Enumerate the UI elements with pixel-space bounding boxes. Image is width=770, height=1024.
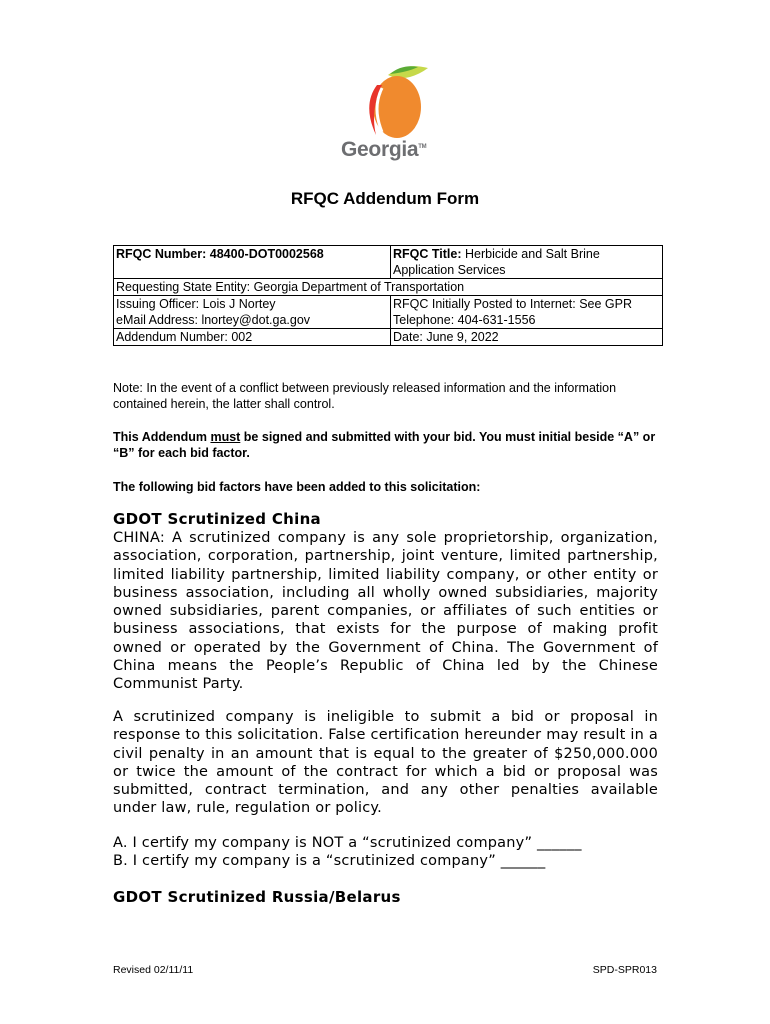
footer-form-code: SPD-SPR013 bbox=[592, 964, 657, 976]
rfqc-title-label: RFQC Title: bbox=[393, 247, 462, 261]
rfqc-number-value: 48400-DOT0002568 bbox=[209, 247, 324, 261]
addendum-number: Addendum Number: 002 bbox=[114, 329, 391, 346]
georgia-logo bbox=[341, 60, 450, 170]
instruction-part2: be signed and submitted with your bid. You must initial beside “A” or “B” for each bid factor. bbox=[113, 430, 656, 460]
email-address: eMail Address: lnortey@dot.ga.gov bbox=[114, 312, 391, 329]
rfqc-title-cell bbox=[391, 246, 663, 279]
rfqc-number-cell bbox=[114, 246, 391, 279]
instruction-part1: This Addendum bbox=[113, 430, 211, 444]
logo-wordmark: Georgia bbox=[341, 138, 419, 161]
certify-option-a[interactable]: A. I certify my company is NOT a “scrutinized company” ______ bbox=[113, 835, 582, 851]
signing-instruction bbox=[113, 429, 658, 461]
china-heading: GDOT Scrutinized China bbox=[113, 510, 321, 528]
instruction-must: must bbox=[210, 430, 241, 444]
conflict-note: Note: In the event of a conflict between previously released information and the information contained herein, the latter shall control. bbox=[113, 381, 617, 411]
china-definition: CHINA: A scrutinized company is any sole proprietorship, organization, association, corporation, partnership, joint venture, limited partnership, limited liability partnership, limited liability company, or other entity or business association, including all wholly owned subsidiaries, majority owned subsidiaries, parent companies, or affiliates of such entities or business associations, that exists for the purpose of making profit owned or operated by the Government of China. The Government of China means the People’s Republic of China led by the Chinese Communist Party. bbox=[113, 530, 658, 693]
rfqc-number-label: RFQC Number: bbox=[116, 247, 207, 261]
issuing-officer: Issuing Officer: Lois J Nortey bbox=[114, 296, 391, 313]
telephone: Telephone: 404-631-1556 bbox=[391, 312, 663, 329]
requesting-entity: Requesting State Entity: Georgia Department of Transportation bbox=[114, 279, 663, 296]
bid-factors-intro: The following bid factors have been added to this solicitation: bbox=[113, 480, 481, 494]
rfqc-info-table bbox=[113, 245, 663, 346]
russia-belarus-heading: GDOT Scrutinized Russia/Belarus bbox=[113, 888, 401, 906]
rfqc-title-value: Herbicide and Salt Brine Application Services bbox=[393, 247, 600, 277]
certify-option-b[interactable]: B. I certify my company is a “scrutinized company” ______ bbox=[113, 853, 546, 869]
footer-revised: Revised 02/11/11 bbox=[113, 964, 194, 976]
logo-trademark: TM bbox=[418, 144, 427, 150]
date: Date: June 9, 2022 bbox=[391, 329, 663, 346]
posted-to-internet: RFQC Initially Posted to Internet: See GPR bbox=[391, 296, 663, 313]
china-ineligibility: A scrutinized company is ineligible to submit a bid or proposal in response to this solicitation. False certification hereunder may result in a civil penalty in an amount that is equal to the greater of $250,000.000 or twice the amount of the contract for which a bid or proposal was submitted, contract termination, and any other penalties available under law, rule, regulation or policy. bbox=[113, 709, 658, 817]
page-title: RFQC Addendum Form bbox=[290, 189, 480, 208]
